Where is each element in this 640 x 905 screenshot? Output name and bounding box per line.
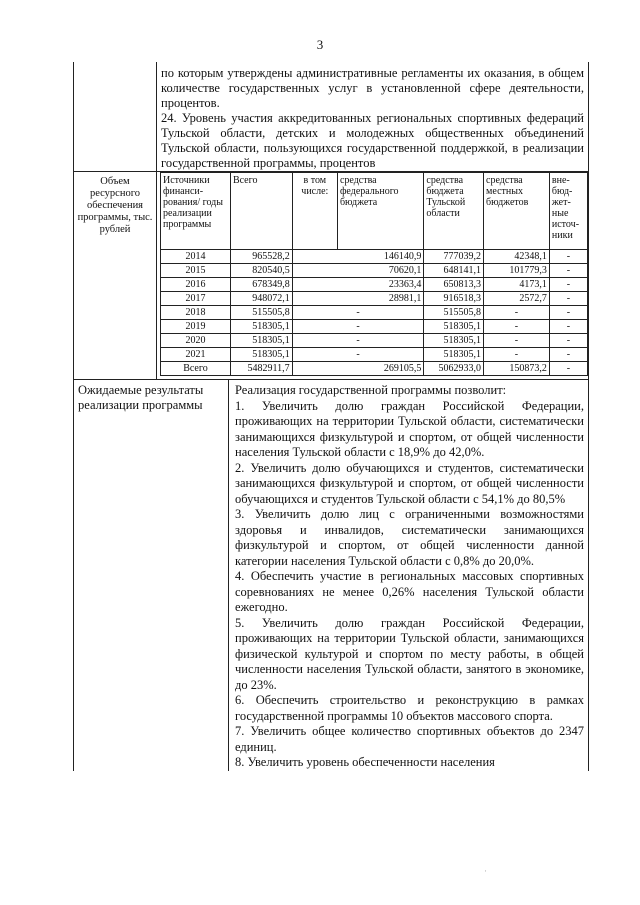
expected-item: 1. Увеличить долю граждан Российской Федерации, проживающих на территории Тульской области, систематически занимающихся физкультурой и спортом, от общей численности населения Тульской области с 18,9% до 42,0%. — [235, 398, 584, 459]
regional-cell: 518305,1 — [424, 348, 484, 362]
financing-label: Объем ресурсного обеспечения программы, тыс. рублей — [77, 176, 153, 235]
header-incl: в том числе: — [292, 173, 337, 250]
local-cell: - — [484, 348, 550, 362]
financing-header-row — [161, 173, 588, 250]
expected-item: 2. Увеличить долю обучающихся и студентов, систематически занимающихся физкультурой и спортом, от общей численности обучающихся и студентов Тульской области с 54,1% до 80,5% — [235, 460, 584, 506]
passport-table — [73, 62, 589, 771]
header-sources: Источники финанси-рования/ годы реализации программы — [161, 173, 231, 250]
header-local: средства местных бюджетов — [484, 173, 550, 250]
expected-item: 8. Увеличить уровень обеспеченности населения — [235, 755, 495, 769]
extra-cell: - — [549, 292, 587, 306]
local-cell: 2572,7 — [484, 292, 550, 306]
total-cell: 678349,8 — [230, 278, 292, 292]
extra-cell: - — [549, 334, 587, 348]
page-number: 3 — [316, 37, 324, 52]
federal-cell: - — [292, 348, 424, 362]
financing-data-row — [161, 320, 588, 334]
federal-cell: 23363,4 — [292, 278, 424, 292]
header-total: Всего — [230, 173, 292, 250]
regional-cell: 916518,3 — [424, 292, 484, 306]
federal-cell: - — [292, 320, 424, 334]
expected-item: 5. Увеличить долю граждан Российской Федерации, проживающих на территории Тульской области, занимающихся физической культурой и спортом по месту работы, в общей численности населения Тульской области, занятого в экономике, до 23%. — [235, 615, 584, 692]
total-cell: 518305,1 — [230, 334, 292, 348]
federal-cell: - — [292, 306, 424, 320]
expected-item: 4. Обеспечить участие в региональных массовых спортивных соревнованиях не менее 0,26% населения Тульской области ежегодно. — [235, 569, 584, 614]
local-cell: - — [484, 320, 550, 334]
federal-cell: 28981,1 — [292, 292, 424, 306]
header-regional: средства бюджета Тульской области — [424, 173, 484, 250]
financing-data-row — [161, 292, 588, 306]
extra-cell: - — [549, 264, 587, 278]
financing-data-row — [161, 362, 588, 376]
total-cell: 518305,1 — [230, 348, 292, 362]
financing-table — [160, 172, 588, 376]
expected-item: 3. Увеличить долю лиц с ограниченными возможностями здоровья и инвалидов, систематически занимающихся физкультурой и спортом, от общей численности данной категории населения Тульской области с 0,8% до 20,0%. — [235, 507, 584, 568]
extra-cell: - — [549, 348, 587, 362]
regional-cell: 648141,1 — [424, 264, 484, 278]
indicator-line: по которым утверждены административные регламенты их оказания, в общем количестве государственных услуг в установленной сфере деятельности, процентов. — [161, 66, 584, 110]
extra-cell: - — [549, 362, 587, 376]
financing-data-row — [161, 306, 588, 320]
year-cell: 2020 — [161, 334, 231, 348]
total-cell: 5482911,7 — [230, 362, 292, 376]
total-cell: 948072,1 — [230, 292, 292, 306]
regional-cell: 650813,3 — [424, 278, 484, 292]
regional-cell: 5062933,0 — [424, 362, 484, 376]
indicators-continuation — [74, 62, 588, 172]
expected-intro: Реализация государственной программы позволит: — [235, 383, 507, 397]
financing-data-row — [161, 334, 588, 348]
regional-cell: 518305,1 — [424, 334, 484, 348]
extra-cell: - — [549, 278, 587, 292]
regional-cell: 518305,1 — [424, 320, 484, 334]
federal-cell: 146140,9 — [292, 250, 424, 264]
local-cell: 4173,1 — [484, 278, 550, 292]
year-cell: 2017 — [161, 292, 231, 306]
local-cell: - — [484, 334, 550, 348]
year-cell: 2015 — [161, 264, 231, 278]
federal-cell: - — [292, 334, 424, 348]
year-cell: Всего — [161, 362, 231, 376]
year-cell: 2014 — [161, 250, 231, 264]
expected-results-row — [74, 380, 588, 771]
scan-mark: · — [484, 866, 487, 876]
total-cell: 518305,1 — [230, 320, 292, 334]
financing-table-wrap — [156, 172, 588, 379]
expected-items — [235, 399, 584, 771]
federal-cell: 269105,5 — [292, 362, 424, 376]
regional-cell: 777039,2 — [424, 250, 484, 264]
financing-data-row — [161, 278, 588, 292]
indicators-text — [156, 62, 588, 171]
financing-data-row — [161, 264, 588, 278]
total-cell: 820540,5 — [230, 264, 292, 278]
regional-cell: 515505,8 — [424, 306, 484, 320]
header-extra: вне-бюд-жет-ные источ-ники — [549, 173, 587, 250]
financing-data-row — [161, 348, 588, 362]
total-cell: 965528,2 — [230, 250, 292, 264]
header-federal: средства федерального бюджета — [337, 173, 423, 250]
extra-cell: - — [549, 250, 587, 264]
local-cell: 42348,1 — [484, 250, 550, 264]
year-cell: 2021 — [161, 348, 231, 362]
expected-results-body — [228, 380, 588, 771]
local-cell: 101779,3 — [484, 264, 550, 278]
extra-cell: - — [549, 320, 587, 334]
total-cell: 515505,8 — [230, 306, 292, 320]
financing-data-row — [161, 250, 588, 264]
local-cell: - — [484, 306, 550, 320]
indicator-line: 24. Уровень участия аккредитованных региональных спортивных федераций Тульской области, детских и молодежных общественных объединений Тульской области, пользующихся государственной поддержкой, в реализации государственной программы, процентов — [161, 111, 584, 170]
federal-cell: 70620,1 — [292, 264, 424, 278]
expected-item: 7. Увеличить общее количество спортивных объектов до 2347 единиц. — [235, 724, 584, 754]
year-cell: 2019 — [161, 320, 231, 334]
year-cell: 2016 — [161, 278, 231, 292]
extra-cell: - — [549, 306, 587, 320]
local-cell: 150873,2 — [484, 362, 550, 376]
expected-results-label: Ожидаемые результаты реализации программы — [78, 383, 204, 412]
year-cell: 2018 — [161, 306, 231, 320]
expected-item: 6. Обеспечить строительство и реконструкцию в рамках государственной программы 10 объектов массового спорта. — [235, 693, 584, 723]
financing-row — [74, 172, 588, 380]
